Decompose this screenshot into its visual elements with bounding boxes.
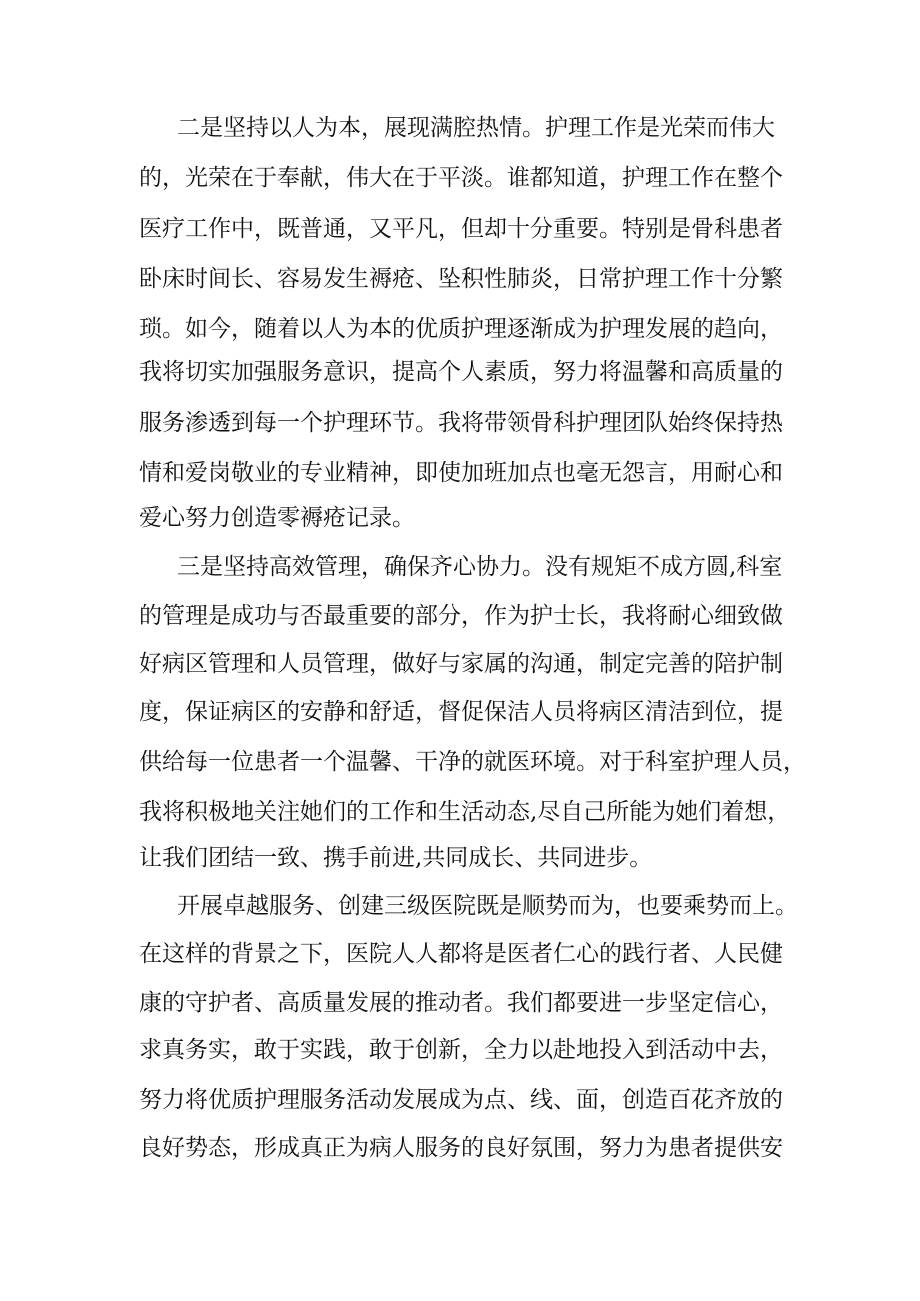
paragraph-2-line-1: 三是坚持高效管理，确保齐心协力。没有规矩不成方圆,科室 (177, 554, 783, 580)
paragraph-1-line-2: 的，光荣在于奉献，伟大在于平淡。谁都知道，护理工作在整个 (139, 165, 783, 191)
paragraph-1-line-6: 我将切实加强服务意识，提高个人素质，努力将温馨和高质量的 (139, 359, 783, 385)
paragraph-1-line-5: 琐。如今，随着以人为本的优质护理逐渐成为护理发展的趋向， (139, 316, 783, 342)
paragraph-2-line-6: 我将积极地关注她们的工作和生活动态,尽自己所能为她们着想， (139, 799, 791, 825)
paragraph-1-line-7: 服务渗透到每一个护理环节。我将带领骨科护理团队始终保持热 (139, 410, 783, 436)
paragraph-1-line-1: 二是坚持以人为本，展现满腔热情。护理工作是光荣而伟大 (177, 115, 775, 141)
paragraph-2-line-7: 让我们团结一致、携手前进,共同成长、共同进步。 (139, 845, 653, 871)
paragraph-2-line-5: 供给每一位患者一个温馨、干净的就医环境。对于科室护理人员， (139, 749, 806, 775)
paragraph-2-line-2: 的管理是成功与否最重要的部分，作为护士长，我将耐心细致做 (139, 603, 783, 629)
paragraph-1-line-4: 卧床时间长、容易发生褥疮、坠积性肺炎，日常护理工作十分繁 (139, 266, 783, 292)
paragraph-3-line-3: 康的守护者、高质量发展的推动者。我们都要进一步坚定信心， (139, 990, 783, 1016)
paragraph-1-line-8: 情和爱岗敬业的专业精神，即使加班加点也毫无怨言，用耐心和 (139, 460, 783, 486)
paragraph-3-line-4: 求真务实，敢于实践，敢于创新，全力以赴地投入到活动中去， (139, 1037, 783, 1063)
paragraph-3-line-1: 开展卓越服务、创建三级医院既是顺势而为，也要乘势而上。 (177, 893, 798, 919)
paragraph-2-line-4: 度，保证病区的安静和舒适，督促保洁人员将病区清洁到位，提 (139, 699, 783, 725)
paragraph-3-line-5: 努力将优质护理服务活动发展成为点、线、面，创造百花齐放的 (139, 1087, 783, 1113)
paragraph-3-line-2: 在这样的背景之下，医院人人都将是医者仁心的践行者、人民健 (139, 941, 783, 967)
paragraph-1-line-3: 医疗工作中，既普通，又平凡，但却十分重要。特别是骨科患者 (139, 216, 783, 242)
paragraph-1-line-9: 爱心努力创造零褥疮记录。 (139, 505, 415, 531)
paragraph-2-line-3: 好病区管理和人员管理，做好与家属的沟通，制定完善的陪护制 (139, 651, 783, 677)
paragraph-3-line-6: 良好势态，形成真正为病人服务的良好氛围，努力为患者提供安 (139, 1135, 783, 1161)
